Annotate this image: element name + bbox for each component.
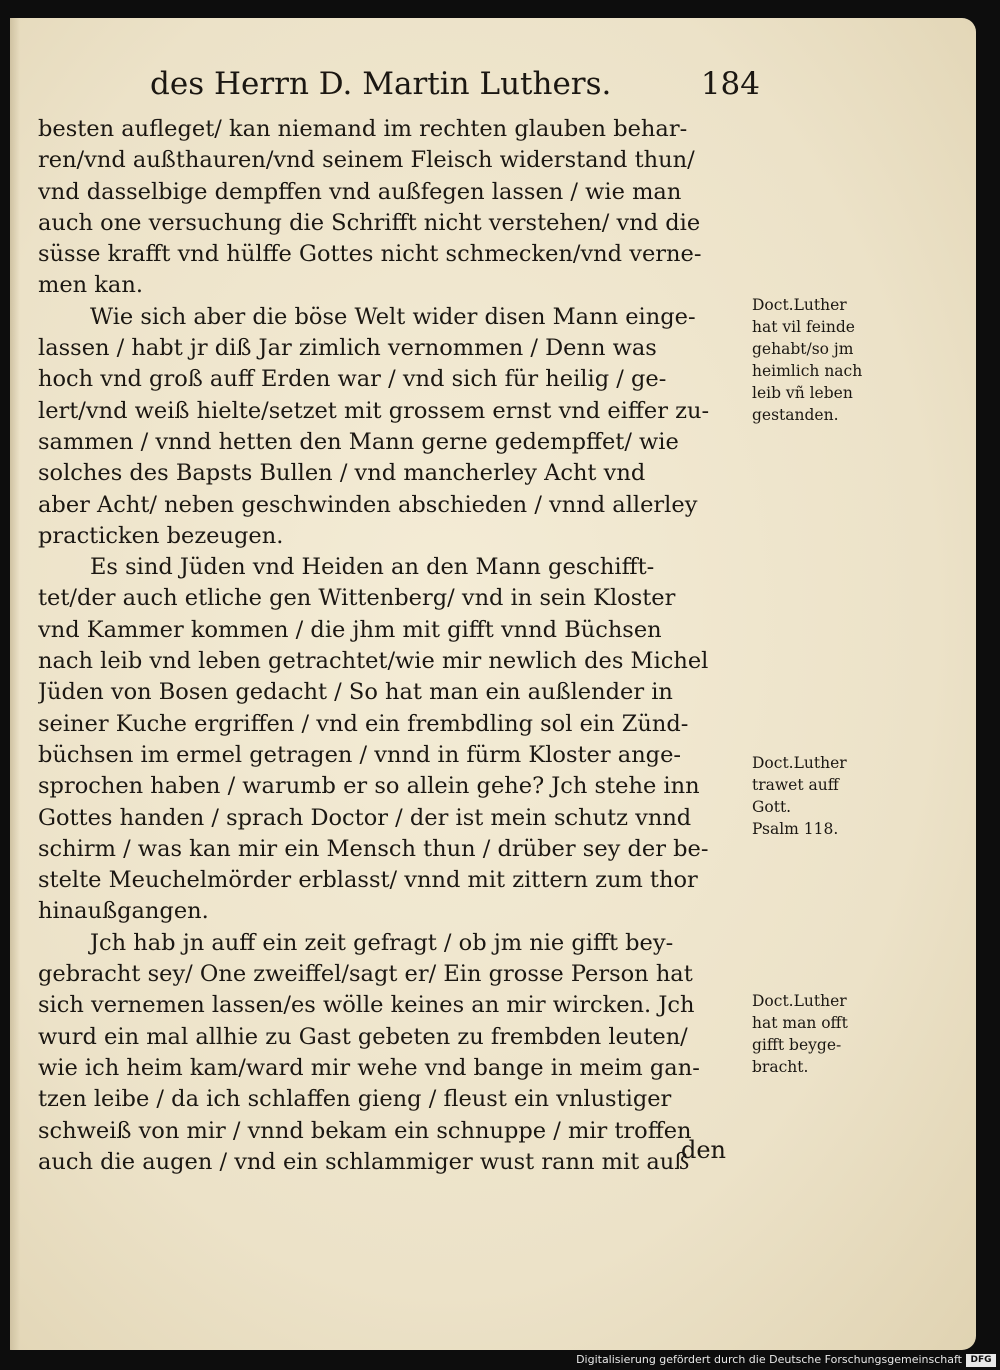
text-line: auch one versuchung die Schrifft nicht verstehen/ vnd die <box>38 209 701 236</box>
text-line: Es sind Jüden vnd Heiden an den Mann geschifft- <box>90 554 655 581</box>
text-line: büchsen im ermel getragen / vnnd in fürm Kloster ange- <box>38 741 682 768</box>
text-line: sprochen haben / warumb er so allein gehe? Jch stehe inn <box>38 773 700 800</box>
text-line: hinaußgangen. <box>38 898 209 925</box>
page-gutter-shadow <box>10 18 20 1350</box>
text-line: besten aufleget/ kan niemand im rechten glauben behar- <box>38 116 688 142</box>
marginal-note-poison <box>752 990 892 1078</box>
marginal-note-line: hat man offt <box>752 1014 848 1032</box>
text-line: schirm / was kan mir ein Mensch thun / drüber sey der be- <box>38 835 709 862</box>
text-line: practicken bezeugen. <box>38 522 284 549</box>
text-line: süsse krafft vnd hülffe Gottes nicht schmecken/vnd verne- <box>38 241 702 268</box>
book-page <box>10 18 976 1350</box>
text-line: schweiß von mir / vnnd bekam ein schnuppe / mir troffen <box>38 1117 692 1144</box>
marginal-note-line: trawet auff <box>752 776 839 794</box>
text-line: hoch vnd groß auff Erden war / vnd sich für heilig / ge- <box>38 366 667 393</box>
text-line: ren/vnd außthauren/vnd seinem Fleisch widerstand thun/ <box>38 147 695 174</box>
body-text <box>38 114 763 1178</box>
marginal-note-line: Doct.Luther <box>752 992 847 1010</box>
marginal-note-line: leib vñ leben <box>752 384 853 402</box>
text-line: lert/vnd weiß hielte/setzet mit grossem ernst vnd eiffer zu- <box>38 397 710 424</box>
text-line: vnd dasselbige dempffen vnd außfegen lassen / wie man <box>38 178 682 205</box>
text-line: Jch hab jn auff ein zeit gefragt / ob jm nie gifft bey- <box>90 929 674 956</box>
text-line: aber Acht/ neben geschwinden abschieden / vnnd allerley <box>38 491 698 518</box>
marginal-note-line: Gott. <box>752 798 792 816</box>
text-line: lassen / habt jr diß Jar zimlich vernommen / Denn was <box>38 335 657 362</box>
marginal-note-trust-in-god <box>752 752 892 840</box>
marginal-note-line: bracht. <box>752 1058 809 1076</box>
running-head <box>150 66 760 106</box>
running-head-title: des Herrn D. Martin Luthers. <box>150 66 612 102</box>
marginal-note-line: gifft beyge- <box>752 1036 842 1054</box>
text-line: Jüden von Bosen gedacht / So hat man ein außlender in <box>38 679 673 706</box>
marginal-note-line: hat vil feinde <box>752 318 855 336</box>
text-line: auch die augen / vnd ein schlammiger wust rann mit auß <box>38 1148 690 1175</box>
text-line: solches des Bapsts Bullen / vnd mancherley Acht vnd <box>38 460 646 487</box>
text-line: sich vernemen lassen/es wölle keines an mir wircken. Jch <box>38 992 695 1019</box>
marginal-note-line: Psalm 118. <box>752 820 839 838</box>
dfg-logo: DFG <box>966 1354 996 1367</box>
text-line: wurd ein mal allhie zu Gast gebeten zu frembden leuten/ <box>38 1023 688 1050</box>
text-line: Wie sich aber die böse Welt wider disen Mann einge- <box>90 303 696 330</box>
funding-notice: Digitalisierung gefördert durch die Deutsche Forschungsgemeinschaft <box>576 1353 962 1366</box>
text-line: sammen / vnnd hetten den Mann gerne gedempffet/ wie <box>38 428 679 455</box>
text-line: tzen leibe / da ich schlaffen gieng / fleust ein vnlustiger <box>38 1086 672 1113</box>
text-line: Gottes handen / sprach Doctor / der ist mein schutz vnnd <box>38 804 692 831</box>
text-line: tet/der auch etliche gen Wittenberg/ vnd in sein Kloster <box>38 585 676 612</box>
text-line: seiner Kuche ergriffen / vnd ein frembdling sol ein Zünd- <box>38 710 689 737</box>
text-line: stelte Meuchelmörder erblasst/ vnnd mit zittern zum thor <box>38 867 698 894</box>
marginal-note-enemies <box>752 294 892 426</box>
text-line: nach leib vnd leben getrachtet/wie mir newlich des Michel <box>38 648 709 675</box>
page-number: 184 <box>700 66 760 102</box>
text-line: gebracht sey/ One zweiffel/sagt er/ Ein grosse Person hat <box>38 961 693 988</box>
marginal-note-line: gestanden. <box>752 406 839 424</box>
marginal-note-line: gehabt/so jm <box>752 340 854 358</box>
text-line: vnd Kammer kommen / die jhm mit gifft vnnd Büchsen <box>38 616 662 643</box>
catchword: den <box>680 1136 726 1164</box>
text-line: wie ich heim kam/ward mir wehe vnd bange in meim gan- <box>38 1054 700 1081</box>
text-line: men kan. <box>38 272 143 299</box>
marginal-note-line: Doct.Luther <box>752 296 847 314</box>
marginal-note-line: heimlich nach <box>752 362 863 380</box>
marginal-note-line: Doct.Luther <box>752 754 847 772</box>
